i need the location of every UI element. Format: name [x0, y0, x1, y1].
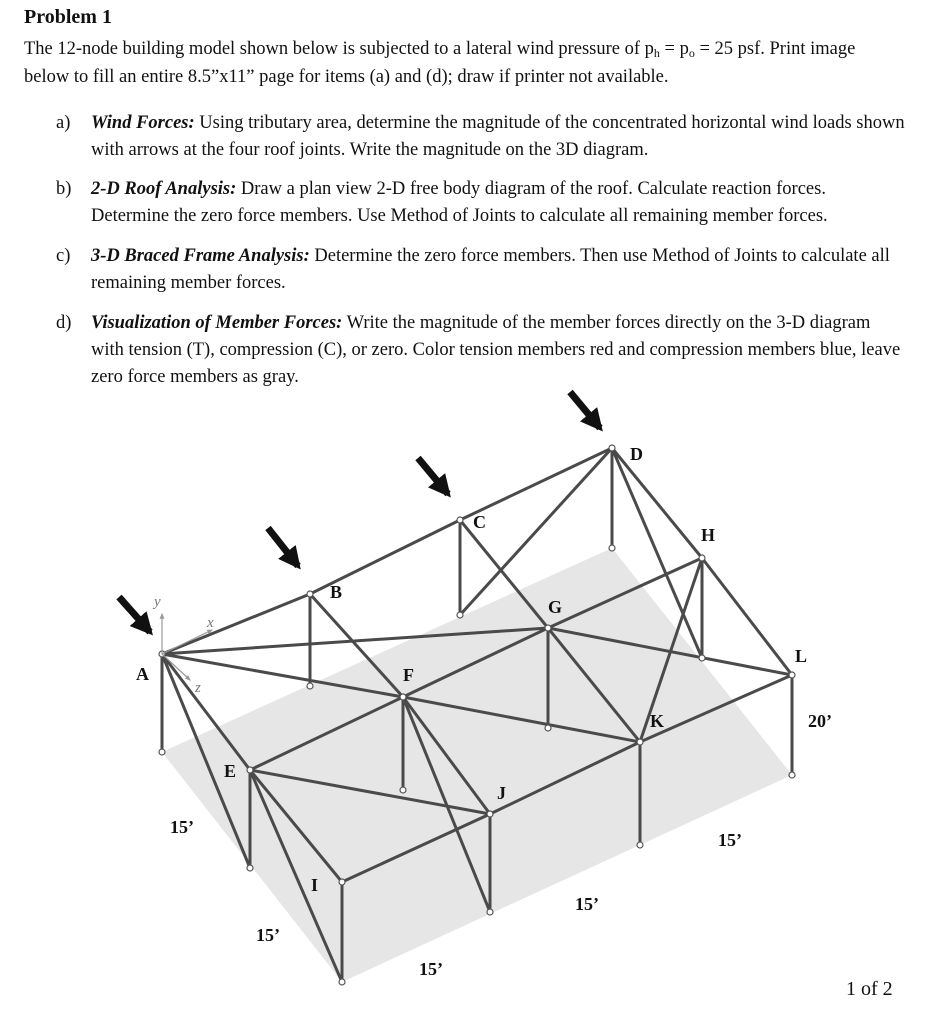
support-D — [609, 545, 615, 551]
support-G — [545, 725, 551, 731]
intro-part2: = p — [659, 39, 689, 59]
joint-G — [545, 625, 551, 631]
joint-F — [400, 694, 406, 700]
problem-title: Problem 1 — [24, 6, 112, 28]
node-label-F: F — [403, 665, 414, 685]
member-H-L — [702, 558, 792, 675]
support-E — [247, 865, 253, 871]
ground-plane — [162, 548, 792, 982]
dim-height: 20’ — [808, 711, 832, 731]
node-label-B: B — [330, 582, 343, 602]
item-text: Write the magnitude of the member forces directly on the 3-D diagram with tension (T), compression (C), or zero. Color tension members red and compression members blue, leave zero force members as gray. — [91, 313, 901, 387]
item-label: b) — [56, 179, 72, 199]
dim-left-depth: 15’ — [170, 817, 194, 837]
node-label-I: I — [311, 875, 319, 895]
joint-I — [339, 879, 345, 885]
joint-K — [637, 739, 643, 745]
wind-load-arrow-B — [268, 528, 298, 566]
axis-y-label: y — [154, 594, 161, 610]
support-C — [457, 612, 463, 618]
member-C-D — [460, 448, 612, 520]
axis-z-label: z — [195, 680, 201, 696]
node-label-J: J — [497, 783, 506, 803]
support-L — [789, 772, 795, 778]
item-heading: Visualization of Member Forces: — [91, 313, 343, 333]
wind-load-arrow-C — [418, 458, 448, 494]
node-label-G: G — [548, 597, 563, 617]
joint-E — [247, 767, 253, 773]
item-heading: 3-D Braced Frame Analysis: — [91, 246, 310, 266]
item-text: Using tributary area, determine the magnitude of the concentrated horizontal wind loads shown with arrows at the four roof joints. Write the magnitude on the 3D diagram. — [91, 113, 905, 160]
dim-front-w2: 15’ — [419, 959, 443, 979]
item-label: c) — [56, 246, 71, 266]
joint-C — [457, 517, 463, 523]
node-label-L: L — [795, 646, 808, 666]
support-A — [159, 749, 165, 755]
support-F — [400, 787, 406, 793]
dim-front-w1: 15’ — [575, 894, 599, 914]
joint-J — [487, 811, 493, 817]
dim-front-depth: 15’ — [256, 925, 280, 945]
joint-L — [789, 672, 795, 678]
item-text: Determine the zero force members. Then use Method of Joints to calculate all remaining member forces. — [91, 246, 890, 293]
page-number: 1 of 2 — [846, 978, 893, 1000]
axis-x-label: x — [207, 615, 214, 631]
support-K — [637, 842, 643, 848]
node-label-D: D — [630, 444, 643, 464]
node-label-A: A — [136, 664, 149, 684]
joint-H — [699, 555, 705, 561]
joint-D — [609, 445, 615, 451]
intro-part1: The 12-node building model shown below is subjected to a lateral wind pressure of p — [24, 39, 654, 59]
node-label-H: H — [701, 525, 716, 545]
item-text: Draw a plan view 2-D free body diagram of the roof. Calculate reaction forces. Determine the zero force members. Use Method of Joints to calculate all remaining member forces. — [91, 179, 828, 226]
node-label-C: C — [473, 512, 486, 532]
support-I — [339, 979, 345, 985]
support-H — [699, 655, 705, 661]
support-J — [487, 909, 493, 915]
support-B — [307, 683, 313, 689]
dim-right-depth: 15’ — [718, 830, 742, 850]
intro-sub-h: h — [653, 46, 660, 60]
joint-B — [307, 591, 313, 597]
item-label: a) — [56, 113, 71, 133]
intro-sub-o: o — [688, 46, 695, 60]
wind-load-arrow-A — [119, 597, 150, 632]
node-label-K: K — [650, 711, 665, 731]
node-label-E: E — [224, 761, 237, 781]
item-heading: Wind Forces: — [91, 113, 195, 133]
member-D-H — [612, 448, 702, 558]
item-label: d) — [56, 313, 72, 333]
item-heading: 2-D Roof Analysis: — [91, 179, 237, 199]
wind-load-arrow-D — [570, 392, 600, 428]
intro-part3: = 25 psf. Print image below to fill an entire 8.5”x11” page for items (a) and (d); draw if printer not available. — [24, 39, 856, 87]
